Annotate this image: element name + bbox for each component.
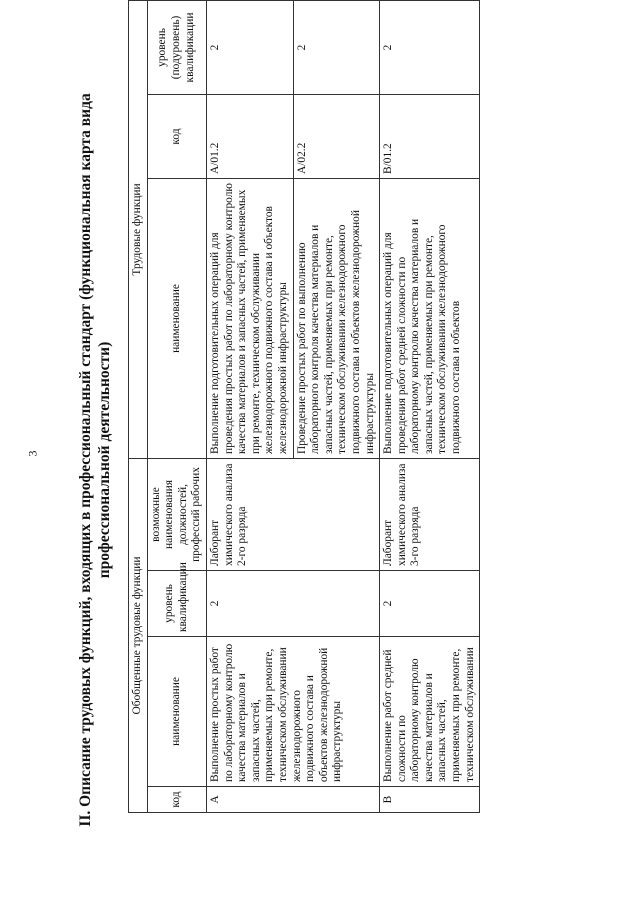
header-generalized-functions: Обобщенные трудовые функции bbox=[129, 459, 148, 813]
header-level: уровень квалификации bbox=[147, 571, 206, 637]
functional-map-table bbox=[128, 0, 480, 813]
header-row-groups bbox=[129, 0, 148, 812]
gtf-name: Выполнение работ средней сложности по лабораторному контролю качества материалов и запасных частей, применяемых при ремонте, техническом обслуживании bbox=[380, 637, 480, 787]
tf-code: A/02.2 bbox=[293, 95, 380, 179]
tf-sublevel: 2 bbox=[293, 0, 380, 94]
page-number: 3 bbox=[25, 450, 40, 457]
header-sublevel: уровень (подуровень) квалификации bbox=[147, 0, 206, 94]
table-row bbox=[380, 0, 480, 812]
tf-sublevel: 2 bbox=[380, 0, 480, 94]
gtf-level: 2 bbox=[206, 571, 379, 637]
header-code: код bbox=[147, 787, 206, 813]
tf-name: Проведение простых работ по выполнению лабораторного контроля качества материалов и запасных частей, применяемых при ремонте, техническом обслуживании железнодорожного подвижного состава и объектов железнодорожной инфраструктуры bbox=[293, 179, 380, 459]
tf-code: B/01.2 bbox=[380, 95, 480, 179]
header-function-name: наименование bbox=[147, 179, 206, 459]
gtf-code: A bbox=[206, 787, 379, 813]
header-name: наименование bbox=[147, 637, 206, 787]
section-title: II. Описание трудовых функций, входящих в профессиональный стандарт (функциональная карта вида профессиональной деятельности) bbox=[77, 93, 113, 827]
tf-sublevel: 2 bbox=[206, 0, 293, 94]
tf-name: Выполнение подготовительных операций для проведения работ средней сложности по лабораторному контролю качества материалов и запасных частей, применяемых при ремонте, техническом обслуживании железнодорожного подвижного состава и объектов bbox=[380, 179, 480, 459]
gtf-name: Выполнение простых работ по лабораторному контролю качества материалов и запасных частей, применяемых при ремонте, техническом обслуживании железнодорожного подвижного состава и объектов железнодорожной инфраструктуры bbox=[206, 637, 379, 787]
gtf-positions: Лаборант химического анализа 2-го разряда bbox=[206, 459, 379, 571]
tf-name: Выполнение подготовительных операций для проведения простых работ по лабораторному контролю качества материалов и запасных частей, применяемых при ремонте, техническом обслуживании железнодорожного подвижного состава и объектов железнодорожной инфраструктуры bbox=[206, 179, 293, 459]
gtf-positions: Лаборант химического анализа 3-го разряда bbox=[380, 459, 480, 571]
gtf-level: 2 bbox=[380, 571, 480, 637]
gtf-code: B bbox=[380, 787, 480, 813]
header-labor-functions: Трудовые функции bbox=[129, 0, 148, 458]
header-row-columns bbox=[147, 0, 206, 812]
header-function-code: код bbox=[147, 95, 206, 179]
table-row bbox=[206, 0, 293, 812]
tf-code: A/01.2 bbox=[206, 95, 293, 179]
header-positions: возможные наименования должностей, профессий рабочих bbox=[147, 459, 206, 571]
